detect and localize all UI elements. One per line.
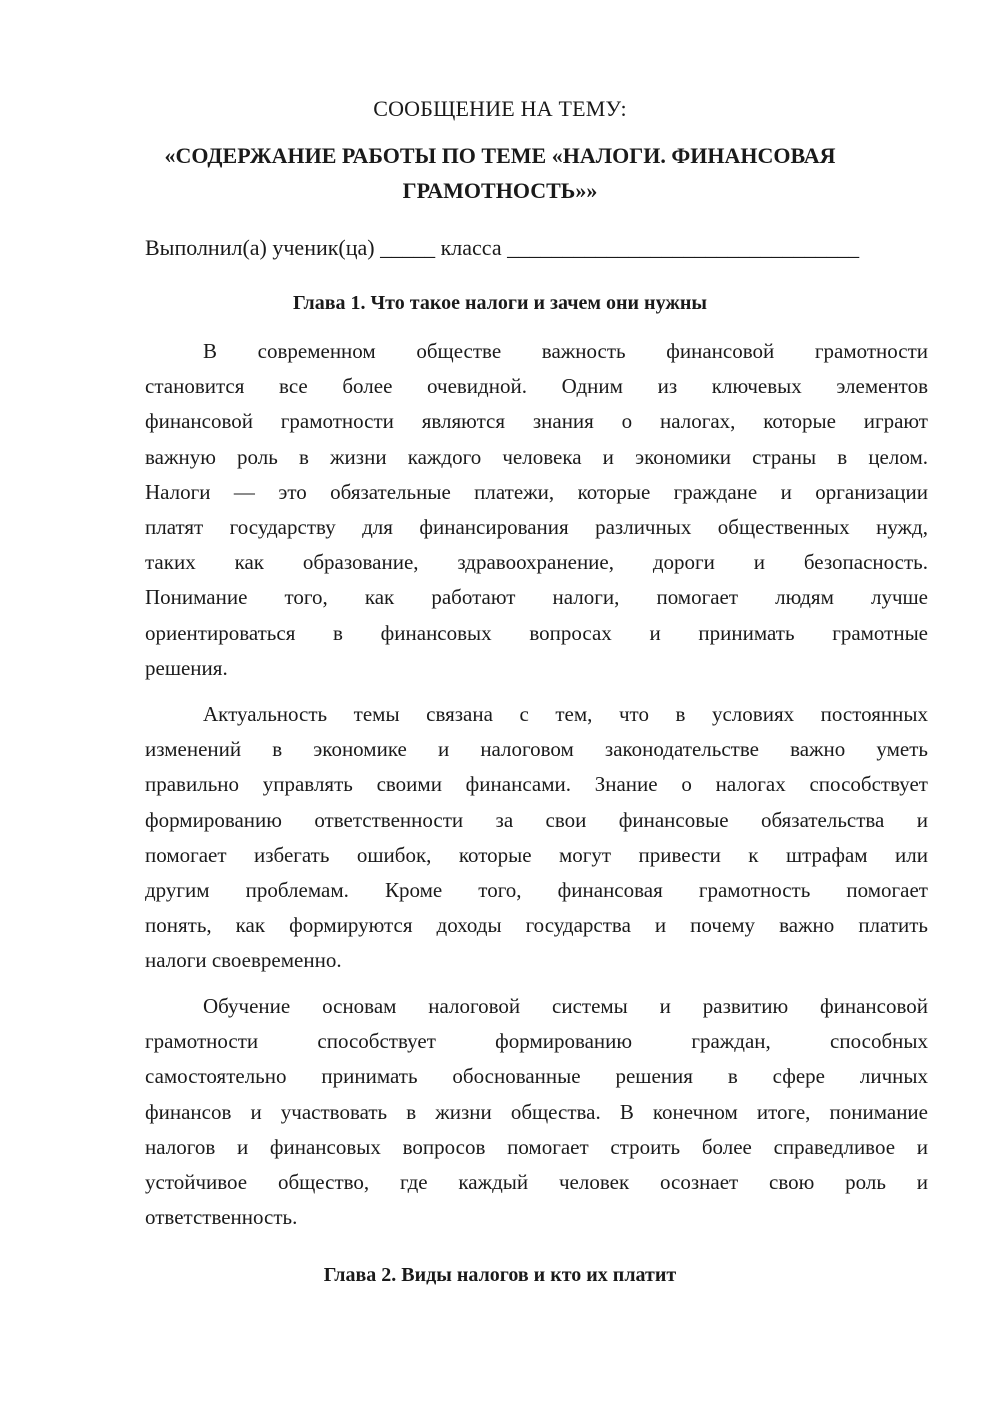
paragraph-line: таких как образование, здравоохранение, дороги и безопасность. [145, 550, 928, 575]
paragraph-line: Понимание того, как работают налоги, помогает людям лучше [145, 585, 928, 610]
document-topic-line-2: ГРАМОТНОСТЬ»» [402, 178, 598, 203]
paragraph-line: финансовой грамотности являются знания о налогах, которые играют [145, 409, 928, 434]
paragraph-line: помогает избегать ошибок, которые могут привести к штрафам или [145, 842, 928, 867]
author-line: Выполнил(а) ученик(ца) _____ класса ________________________________ [145, 235, 860, 260]
paragraph-line: В современном обществе важность финансовой грамотности [203, 339, 928, 363]
paragraph-line: ответственность. [145, 1205, 298, 1230]
paragraph-line: изменений в экономике и налоговом законодательстве важно уметь [145, 737, 928, 762]
paragraph-line: платят государству для финансирования различных общественных нужд, [145, 514, 928, 539]
paragraph-line: понять, как формируются доходы государства и почему важно платить [145, 913, 928, 938]
chapter-1-paragraph-2 [145, 697, 928, 979]
paragraph-line: Налоги — это обязательные платежи, которые граждане и организации [145, 479, 928, 504]
paragraph-line: налогов и финансовых вопросов помогает строить более справедливое и [145, 1134, 928, 1159]
chapter-1-paragraph-3 [145, 989, 928, 1235]
paragraph-line: ориентироваться в финансовых вопросах и принимать грамотные [145, 620, 928, 645]
paragraph-line: правильно управлять своими финансами. Знание о налогах способствует [145, 772, 928, 797]
paragraph-line: важную роль в жизни каждого человека и экономики страны в целом. [145, 444, 928, 469]
paragraph-line: устойчивое общество, где каждый человек осознает свою роль и [145, 1169, 928, 1194]
chapter-2-heading: Глава 2. Виды налогов и кто их платит [323, 1264, 677, 1286]
document-topic-line-1: «СОДЕРЖАНИЕ РАБОТЫ ПО ТЕМЕ «НАЛОГИ. ФИНАНСОВАЯ [164, 143, 836, 168]
paragraph-line: Обучение основам налоговой системы и развитию финансовой [203, 994, 928, 1018]
chapter-1-paragraph-1 [145, 334, 928, 686]
paragraph-line: Актуальность темы связана с тем, что в условиях постоянных [203, 702, 928, 726]
paragraph-line: налоги своевременно. [145, 948, 342, 973]
paragraph-line: решения. [145, 655, 228, 680]
paragraph-line: формированию ответственности за свои финансовые обязательства и [145, 807, 928, 832]
paragraph-line: другим проблемам. Кроме того, финансовая грамотность помогает [145, 877, 928, 902]
paragraph-line: становится все более очевидной. Одним из ключевых элементов [145, 374, 928, 399]
paragraph-line: грамотности способствует формированию граждан, способных [145, 1029, 928, 1054]
paragraph-line: самостоятельно принимать обоснованные решения в сфере личных [145, 1064, 928, 1089]
chapter-1-heading: Глава 1. Что такое налоги и зачем они нужны [293, 292, 707, 314]
paragraph-line: финансов и участвовать в жизни общества. В конечном итоге, понимание [145, 1099, 928, 1124]
document-kind-line: СООБЩЕНИЕ НА ТЕМУ: [373, 96, 627, 121]
